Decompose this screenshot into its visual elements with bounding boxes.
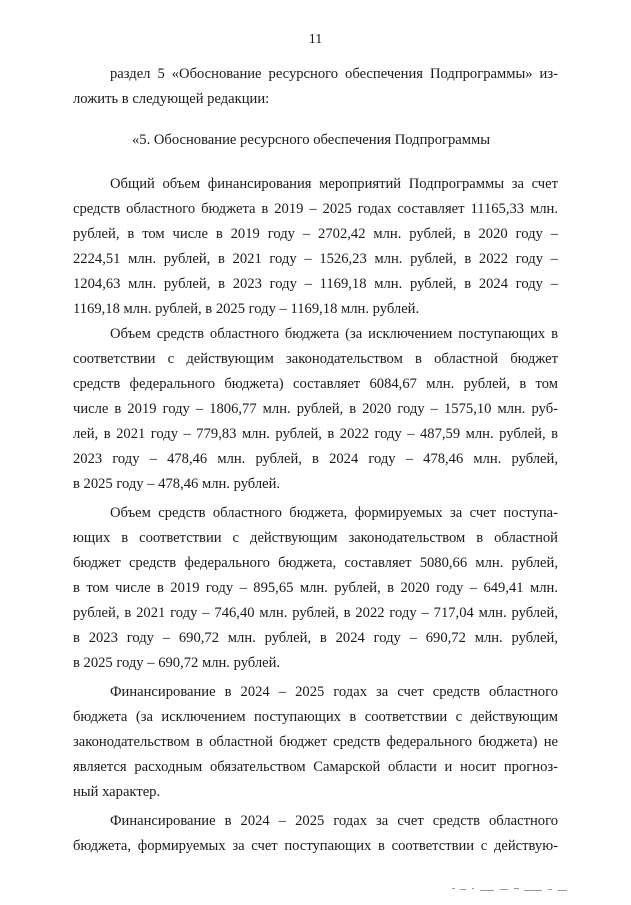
paragraph-line: Объем средств областного бюджета (за исключением поступающих в (110, 326, 558, 342)
paragraph-line: является расходным обязательством Самарской области и носит прогноз- (73, 759, 558, 775)
intro-line: ложить в следующей редакции: (73, 91, 270, 107)
paragraph-line: в том числе в 2019 году – 895,65 млн. рублей, в 2020 году – 649,41 млн. (73, 580, 558, 596)
paragraph-line: в 2023 году – 690,72 млн. рублей, в 2024 году – 690,72 млн. рублей, (73, 630, 558, 646)
paragraph-line: бюджета, формируемых за счет поступающих в соответствии с действую- (73, 838, 558, 854)
paragraph-line: Финансирование в 2024 – 2025 годах за счет средств областного (110, 684, 558, 700)
paragraph-line: Общий объем финансирования мероприятий Подпрограммы за счет (110, 176, 558, 192)
paragraph-line: 2224,51 млн. рублей, в 2021 году – 1526,23 млн. рублей, в 2022 году – (73, 251, 558, 267)
paragraph-line: рублей, в том числе в 2019 году – 2702,42 млн. рублей, в 2020 году – (73, 226, 558, 242)
paragraph-line: лей, в 2021 году – 779,83 млн. рублей, в 2022 году – 487,59 млн. рублей, в (73, 426, 558, 442)
paragraph-line: Финансирование в 2024 – 2025 годах за счет средств областного (110, 813, 558, 829)
paragraph-line: 1169,18 млн. рублей, в 2025 году – 1169,18 млн. рублей. (73, 301, 420, 317)
section-heading: «5. Обоснование ресурсного обеспечения Подпрограммы (132, 132, 491, 148)
paragraph-line: бюджета (за исключением поступающих в соответствии с действующим (73, 709, 558, 725)
paragraph-line: рублей, в 2021 году – 746,40 млн. рублей, в 2022 году – 717,04 млн. рублей, (73, 605, 558, 621)
paragraph-line: ющих в соответствии с действующим законодательством в областной (73, 530, 558, 546)
paragraph-line: числе в 2019 году – 1806,77 млн. рублей, в 2020 году – 1575,10 млн. руб- (73, 401, 558, 417)
paragraph-line: 1204,63 млн. рублей, в 2023 году – 1169,18 млн. рублей, в 2024 году – (73, 276, 558, 292)
paragraph-line: Объем средств областного бюджета, формируемых за счет поступа- (110, 505, 558, 521)
paragraph-line: соответствии с действующим законодательством в областной бюджет (73, 351, 558, 367)
paragraph-line: законодательством в областной бюджет средств федерального бюджета) не (73, 734, 558, 750)
paragraph-line: средств областного бюджета в 2019 – 2025 годах составляет 11165,33 млн. (73, 201, 558, 217)
paragraph-line: в 2025 году – 478,46 млн. рублей. (73, 476, 281, 492)
page-number: 11 (308, 32, 323, 47)
intro-line: раздел 5 «Обоснование ресурсного обеспечения Подпрограммы» из- (110, 66, 558, 82)
paragraph-line: ный характер. (73, 784, 161, 800)
scan-artifact (450, 884, 570, 894)
paragraph-line: бюджет средств федерального бюджета, составляет 5080,66 млн. рублей, (73, 555, 558, 571)
paragraph-line: средств федерального бюджета) составляет 6084,67 млн. рублей, в том (73, 376, 558, 392)
paragraph-line: 2023 году – 478,46 млн. рублей, в 2024 году – 478,46 млн. рублей, (73, 451, 558, 467)
paragraph-line: в 2025 году – 690,72 млн. рублей. (73, 655, 281, 671)
